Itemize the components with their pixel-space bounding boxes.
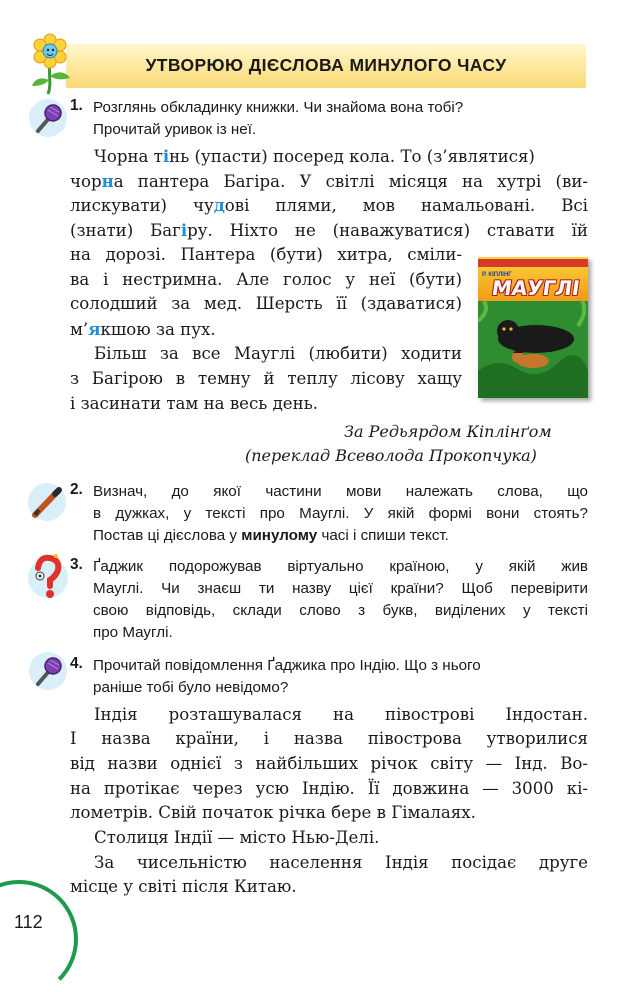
exercise-3-line: свою відповідь, склади слово з букв, виділених у тексті bbox=[93, 602, 588, 619]
source-translation: (переклад Всеволода Прокопчука) bbox=[245, 446, 537, 465]
text-line: (знати) Багіру. Ніхто не (наважуватися) ставати їй bbox=[70, 220, 588, 240]
page-number: 112 bbox=[14, 912, 43, 932]
pen-icon bbox=[27, 482, 67, 522]
exercise-3-line: про Мауглі. bbox=[93, 624, 173, 641]
book-cover-image bbox=[478, 257, 588, 398]
text-line: лискувати) чудові плями, мов намальовані. Всі bbox=[70, 195, 588, 215]
highlighted-letter: д bbox=[213, 195, 225, 215]
page-corner-decoration bbox=[0, 880, 78, 998]
question-mark-character-icon bbox=[26, 554, 70, 602]
book-cover-title: МАУГЛІ bbox=[490, 276, 582, 300]
highlighted-letter: я bbox=[88, 319, 101, 339]
exercise-1-task-line: Прочитай уривок із неї. bbox=[93, 121, 257, 138]
text-line: солодший за мед. Шерсть її (здаватися) bbox=[70, 294, 462, 313]
text-line: на протікає через усю Індію. Її довжина — 3000 кі- bbox=[70, 779, 588, 798]
exercise-4-number: 4. bbox=[70, 655, 83, 672]
text-line: від назви однієї з найбільших річок світу — Інд. Во- bbox=[70, 754, 588, 773]
highlighted-letter: н bbox=[101, 171, 114, 191]
exercise-3-number: 3. bbox=[70, 556, 83, 573]
microphone-icon bbox=[28, 98, 68, 138]
exercise-4-task-line: раніше тобі було невідомо? bbox=[93, 679, 289, 696]
text-line: місце у світі після Китаю. bbox=[70, 877, 297, 896]
text-line: з Багірою в темну й теплу лісову хащу bbox=[70, 369, 462, 388]
text-line: І назва країни, і назва півострова утворилися bbox=[70, 729, 588, 748]
exercise-2-number: 2. bbox=[70, 481, 83, 498]
text-line: чорна пантера Багіра. У світлі місяця на хутрі (ви- bbox=[70, 171, 588, 191]
microphone-icon bbox=[28, 651, 68, 691]
page-title: УТВОРЮЮ ДІЄСЛОВА МИНУЛОГО ЧАСУ bbox=[145, 55, 507, 75]
text-line: ва і нестримна. Але голос у неї (бути) bbox=[70, 270, 462, 289]
exercise-2-line: Визнач, до якої частини мови належать слова, що bbox=[93, 483, 588, 500]
text-line: лометрів. Свій початок річка бере в Гімалаях. bbox=[70, 803, 476, 822]
highlighted-letter: і bbox=[180, 220, 188, 240]
text-line: Більш за все Мауглі (любити) ходити bbox=[94, 344, 462, 363]
exercise-1-number: 1. bbox=[70, 97, 83, 114]
emphasized-word: минулому bbox=[241, 527, 318, 544]
text-line: і засинати там на весь день. bbox=[70, 394, 318, 413]
exercise-4-task-line: Прочитай повідомлення Ґаджика про Індію. Що з нього bbox=[93, 657, 481, 674]
book-cover-author: Р. КІПЛІНГ bbox=[482, 272, 512, 278]
text-line: на дорозі. Пантера (бути) хитра, сміли- bbox=[70, 245, 462, 264]
text-line: Столиця Індії — місто Нью-Делі. bbox=[94, 828, 380, 847]
exercise-1-task-line: Розглянь обкладинку книжки. Чи знайома вона тобі? bbox=[93, 99, 464, 116]
exercise-2-line: Постав ці дієслова у минулому часі і спиши текст. bbox=[93, 527, 449, 544]
text-line: Чорна тінь (упасти) посеред кола. То (з’являтися) bbox=[94, 146, 535, 166]
exercise-3-line: Ґаджик подорожував віртуально країною, у якій жив bbox=[93, 558, 588, 575]
text-line: Індія розташувалася на півострові Індостан. bbox=[94, 705, 588, 724]
source-author: За Редьярдом Кіплінґом bbox=[344, 422, 552, 441]
highlighted-letter: і bbox=[162, 146, 170, 166]
exercise-3-line: Мауглі. Чи знаєш ти назву цієї країни? Щоб перевірити bbox=[93, 580, 588, 597]
text-line: За чисельністю населення Індія посідає друге bbox=[94, 853, 588, 872]
text-line: м’якшою за пух. bbox=[70, 319, 216, 339]
exercise-2-line: в дужках, у тексті про Мауглі. У якій формі вони стоять? bbox=[93, 505, 588, 522]
